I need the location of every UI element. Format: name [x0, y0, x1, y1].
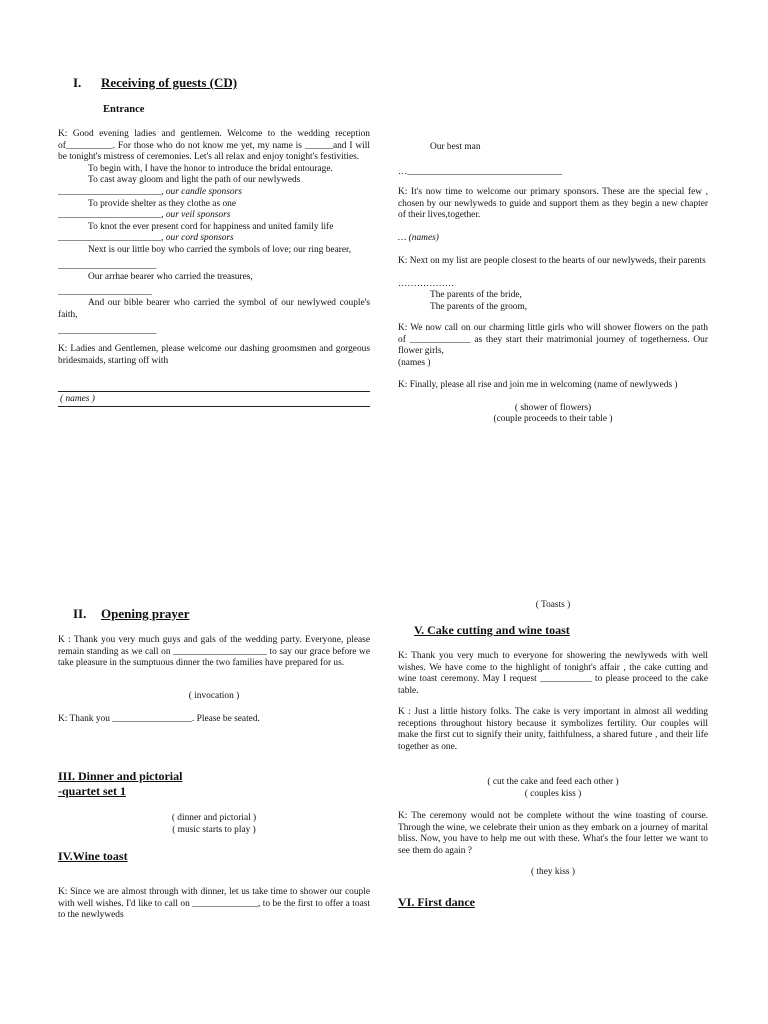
section-5-title: V. Cake cutting and wine toast — [414, 623, 570, 637]
arrhae-bearer-blank: ____________________ — [58, 286, 152, 297]
arrhae-bearer-line: Our arrhae bearer who carried the treasures, — [88, 272, 253, 283]
cord-blank: ______________________, — [58, 233, 166, 244]
flower-girls-names: (names ) — [398, 358, 431, 368]
parents-dots: ……………… — [398, 279, 455, 289]
dinner-pictorial-cue: ( dinner and pictorial ) — [171, 813, 257, 823]
cake-request-paragraph: K: Thank you very much to everyone for showering the newlyweds with well wishes. We have come to the highlight of tonight's affair , the cake cutting and wine toast ceremony. May I request ___________ to please proceed to the cake table. — [398, 651, 708, 696]
entourage-intro: To begin with, I have the honor to introduce the bridal entourage. — [88, 163, 333, 174]
flower-girls-paragraph: K: We now call on our charming little girls who will shower flowers on the path of _____________ as they start their matrimonial journey of togetherness. Our flower girls, — [398, 323, 708, 357]
section-1-heading — [73, 75, 237, 91]
cord-sponsors-label: our cord sponsors — [165, 233, 234, 244]
couples-kiss-cue: ( couples kiss ) — [524, 789, 582, 799]
they-kiss-cue: ( they kiss ) — [530, 867, 575, 877]
bible-bearer-line: And our bible bearer who carried the symbol of our newlywed couple's faith, — [58, 298, 370, 320]
cord-line: To knot the ever present cord for happiness and united family life — [88, 221, 334, 232]
names-bottom-rule — [58, 406, 370, 407]
invocation-cue: ( invocation ) — [188, 691, 240, 701]
section-3-title: III. Dinner and pictorial — [58, 769, 183, 783]
wine-toast-paragraph: K: Since we are almost through with dinner, let us take time to shower our couple with well wishes. I'd like to call on ______________, to be the first to offer a toast to the newlyweds — [58, 887, 370, 921]
primary-sponsors-paragraph: K: It's now time to welcome our primary sponsors. These are the special few , chosen by our newlyweds to guide and support them as they begin a new chapter of their lives,together. — [398, 187, 708, 221]
cord-sponsors-line — [58, 233, 370, 245]
bible-bearer-blank: _____________________ — [58, 325, 157, 336]
candle-sponsors-line — [58, 187, 370, 199]
be-seated-line: K: Thank you _________________. Please be seated. — [58, 714, 260, 724]
names-top-rule — [58, 391, 370, 392]
bride-parents-line: The parents of the bride, — [430, 290, 522, 300]
best-man-blank: …_________________________________ — [398, 167, 563, 177]
proceed-table-cue: (couple proceeds to their table ) — [493, 414, 613, 424]
entrance-block — [58, 129, 370, 367]
section-2-number: II. — [73, 606, 87, 621]
entourage-names: ( names ) — [60, 394, 95, 404]
welcome-paragraph: K: Good evening ladies and gentlemen. Welcome to the wedding reception of__________. For those who do not know me yet, my name is ______and I will be tonight's mistress of ceremonies. Let's all relax and enjoy tonight's festivities. — [58, 129, 370, 163]
veil-sponsors-line — [58, 210, 370, 222]
cut-cake-cue: ( cut the cake and feed each other ) — [487, 777, 619, 787]
section-2-heading — [73, 606, 189, 622]
veil-blank: ______________________, — [58, 210, 166, 221]
candle-sponsors-label: our candle sponsors — [165, 186, 242, 197]
groomsmen-paragraph: K: Ladies and Gentlemen, please welcome our dashing groomsmen and gorgeous bridesmaids, starting off with — [58, 344, 370, 366]
parents-paragraph: K: Next on my list are people closest to the hearts of our newlyweds, their parents — [398, 256, 706, 266]
veil-line: To provide shelter as they clothe as one — [88, 198, 236, 209]
best-man-label: Our best man — [430, 142, 481, 152]
toasts-cue: ( Toasts ) — [535, 600, 571, 610]
groom-parents-line: The parents of the groom, — [430, 302, 528, 312]
shower-flowers-cue: ( shower of flowers) — [514, 403, 592, 413]
ring-bearer-blank: _____________________ — [58, 260, 157, 271]
section-1-title: Receiving of guests (CD) — [101, 75, 238, 90]
section-6-title: VI. First dance — [398, 895, 475, 909]
wine-toasting-paragraph: K: The ceremony would not be complete without the wine toasting of course. Through the wine, we celebrate their union as they embark on a journey of marital bliss. Now, you have to help me out with these. What's the four letter we want to see them do again ? — [398, 811, 708, 856]
section-4-title: IV.Wine toast — [58, 849, 128, 863]
cake-history-paragraph: K : Just a little history folks. The cake is very important in almost all wedding receptions throughout history because it symbolizes fertility. Our couples will make the first cut to signify their unity, faithfulness, a shared future , and their life together as one. — [398, 707, 708, 752]
music-cue: ( music starts to play ) — [172, 825, 256, 835]
section-2-title: Opening prayer — [101, 606, 190, 621]
ring-bearer-line: Next is our little boy who carried the symbols of love; our ring bearer, — [88, 244, 352, 255]
section-1-number: I. — [73, 75, 82, 90]
veil-sponsors-label: our veil sponsors — [165, 210, 231, 221]
welcome-newlyweds-line: K: Finally, please all rise and join me in welcoming (name of newlyweds ) — [398, 380, 678, 390]
section-3-subtitle: -quartet set 1 — [58, 784, 126, 798]
candle-blank: ______________________, — [58, 186, 166, 197]
candle-line: To cast away gloom and light the path of our newlyweds — [88, 175, 301, 186]
prayer-paragraph: K : Thank you very much guys and gals of the wedding party. Everyone, please remain standing as we call on ____________________ to say our grace before we take pleasure in the sumptuous dinner the two families have prepared for us. — [58, 635, 370, 669]
entrance-subheading: Entrance — [103, 104, 145, 115]
sponsors-names: … (names) — [398, 233, 439, 243]
